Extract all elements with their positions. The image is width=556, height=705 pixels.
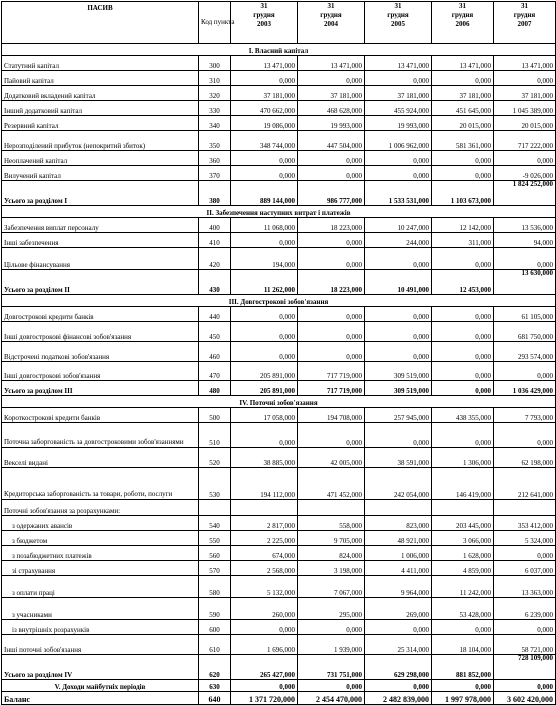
row-code: 450: [199, 322, 231, 342]
value-cell: 0,000: [231, 322, 298, 342]
value-cell: 3 066,000: [432, 531, 494, 546]
row-code: 540: [199, 516, 231, 531]
value-cell: 309 519,000: [365, 362, 432, 381]
value-cell: 681 750,000: [494, 322, 556, 342]
value-cell: 265 427,000: [231, 655, 298, 680]
value-cell: 0,000: [432, 307, 494, 322]
row-code: 520: [199, 448, 231, 468]
row-label: Додатковий вкладений капітал: [2, 86, 199, 101]
value-cell: 1 306,000: [432, 448, 494, 468]
header-code: Код пункта: [199, 2, 231, 44]
row-label: Пайовий капітал: [2, 71, 199, 86]
row-code: 360: [199, 151, 231, 166]
row-label: з одержаних авансів: [2, 516, 199, 531]
value-cell: 6 037,000: [494, 561, 556, 576]
row-label: Векселі видані: [2, 448, 199, 468]
value-cell: 581 361,000: [432, 131, 494, 151]
table-row: [2, 151, 556, 166]
value-cell: 824,000: [298, 546, 365, 561]
value-cell: 295,000: [298, 598, 365, 620]
value-cell: 1 533 531,000: [365, 181, 432, 206]
value-cell: 13 471,000: [432, 56, 494, 71]
header-year-2006: 31 грудня 2006: [432, 2, 494, 44]
header-row: [2, 2, 556, 44]
value-cell: 9 964,000: [365, 576, 432, 598]
value-cell: 4 859,000: [432, 561, 494, 576]
row-code: 400: [199, 218, 231, 233]
value-cell: 13 536,000: [494, 218, 556, 233]
table-row: [2, 131, 556, 151]
value-cell: 10 247,000: [365, 218, 432, 233]
value-cell: 12 453,000: [432, 270, 494, 295]
row-label: з бюджетом: [2, 531, 199, 546]
row-code: 570: [199, 561, 231, 576]
value-cell: 2 568,000: [231, 561, 298, 576]
value-cell: 38 885,000: [231, 448, 298, 468]
value-cell: 6 239,000: [494, 598, 556, 620]
row-code: 340: [199, 116, 231, 131]
value-cell: 0,000: [365, 342, 432, 362]
table-row: [2, 166, 556, 181]
value-cell: 37 181,000: [298, 86, 365, 101]
value-cell: 0,000: [432, 381, 494, 396]
row-code: 580: [199, 576, 231, 598]
row-code: 600: [199, 620, 231, 635]
table-row: [2, 531, 556, 546]
row-code: 440: [199, 307, 231, 322]
value-cell: 2 817,000: [231, 516, 298, 531]
value-cell: 37 181,000: [432, 86, 494, 101]
header-year-2003: 31 грудня 2003: [231, 2, 298, 44]
header-pasyv: ПАСИВ: [2, 2, 199, 44]
value-cell: 717 719,000: [298, 381, 365, 396]
value-cell: 0,000: [365, 322, 432, 342]
value-cell: 146 419,000: [432, 468, 494, 500]
value-cell: 674,000: [231, 546, 298, 561]
row-code: 350: [199, 131, 231, 151]
value-cell: 0,000: [494, 546, 556, 561]
table-row: [2, 56, 556, 71]
row-label: Резервний капітал: [2, 116, 199, 131]
row-label: Вилучений капітал: [2, 166, 199, 181]
table-row: [2, 71, 556, 86]
row-code: 370: [199, 166, 231, 181]
value-cell: 94,000: [494, 233, 556, 248]
value-cell: 0,000: [298, 248, 365, 270]
value-cell: 0,000: [432, 680, 494, 692]
value-cell: 0,000: [432, 151, 494, 166]
table-row: [2, 516, 556, 531]
value-cell: 37 181,000: [231, 86, 298, 101]
section-title: ІІІ. Довгострокові зобов'язання: [2, 295, 556, 307]
value-cell: 0,000: [494, 620, 556, 635]
value-cell: 11 242,000: [432, 576, 494, 598]
row-label: Інші довгострокові зобов'язання: [2, 362, 199, 381]
value-cell: 0,000: [231, 233, 298, 248]
row-code: 640: [199, 692, 231, 705]
section-header-row: [2, 396, 556, 408]
value-cell: 0,000: [494, 362, 556, 381]
value-cell: 9 705,000: [298, 531, 365, 546]
row-label: Забезпечення виплат персоналу: [2, 218, 199, 233]
value-cell: 629 298,000: [365, 655, 432, 680]
value-cell: 0,000: [365, 423, 432, 448]
value-cell: 1 696,000: [231, 635, 298, 655]
table-row: [2, 500, 556, 516]
value-cell: 7 793,000: [494, 408, 556, 423]
row-label: Цільове фінансування: [2, 248, 199, 270]
value-cell: 13 471,000: [494, 56, 556, 71]
value-cell: 42 005,000: [298, 448, 365, 468]
value-cell: 17 058,000: [231, 408, 298, 423]
value-cell: 194 708,000: [298, 408, 365, 423]
value-cell: 1 939,000: [298, 635, 365, 655]
value-cell: 0,000: [231, 166, 298, 181]
value-cell: 18 104,000: [432, 635, 494, 655]
value-cell: 0,000: [365, 307, 432, 322]
table-row: [2, 248, 556, 270]
value-cell: 5 132,000: [231, 576, 298, 598]
table-row: [2, 322, 556, 342]
value-cell: 1 006,000: [365, 546, 432, 561]
value-cell: 3 602 420,000: [494, 692, 556, 705]
value-cell: 0,000: [298, 71, 365, 86]
row-code: 380: [199, 181, 231, 206]
value-cell: 348 744,000: [231, 131, 298, 151]
value-cell: 468 628,000: [298, 101, 365, 116]
row-code: 300: [199, 56, 231, 71]
value-cell: 0,000: [432, 248, 494, 270]
value-cell: 12 142,000: [432, 218, 494, 233]
value-cell: 1 006 962,000: [365, 131, 432, 151]
row-code: [199, 500, 231, 516]
row-code: 480: [199, 381, 231, 396]
value-cell: 13 471,000: [298, 56, 365, 71]
value-cell: 353 412,000: [494, 516, 556, 531]
total-row: [2, 655, 556, 680]
value-cell: 0,000: [432, 322, 494, 342]
value-cell: 242 054,000: [365, 468, 432, 500]
value-cell: 0,000: [231, 680, 298, 692]
value-cell: 0,000: [298, 423, 365, 448]
value-cell: 0,000: [231, 151, 298, 166]
table-row: [2, 218, 556, 233]
value-cell: 0,000: [494, 423, 556, 448]
total-row: [2, 692, 556, 705]
value-cell: 293 574,000: [494, 342, 556, 362]
value-cell: 18 223,000: [298, 218, 365, 233]
table-row: [2, 448, 556, 468]
row-code: 510: [199, 423, 231, 448]
value-cell: 1 628,000: [432, 546, 494, 561]
table-row: [2, 362, 556, 381]
value-cell: 20 015,000: [432, 116, 494, 131]
value-cell: 58 721,000: [494, 635, 556, 655]
section-header-row: [2, 44, 556, 56]
value-cell: 257 945,000: [365, 408, 432, 423]
row-code: 550: [199, 531, 231, 546]
value-cell: 1 824 252,000: [494, 181, 556, 206]
value-cell: 0,000: [494, 71, 556, 86]
table-row: [2, 86, 556, 101]
value-cell: 0,000: [231, 307, 298, 322]
table-row: [2, 635, 556, 655]
value-cell: 194,000: [231, 248, 298, 270]
row-label: Нерозподілений прибуток (непокритий збиток): [2, 131, 199, 151]
value-cell: 20 015,000: [494, 116, 556, 131]
value-cell: 13 363,000: [494, 576, 556, 598]
value-cell: 0,000: [432, 166, 494, 181]
value-cell: 0,000: [432, 620, 494, 635]
value-cell: 18 223,000: [298, 270, 365, 295]
value-cell: 0,000: [298, 322, 365, 342]
value-cell: 455 924,000: [365, 101, 432, 116]
value-cell: 1 103 673,000: [432, 181, 494, 206]
value-cell: [494, 500, 556, 516]
value-cell: 194 112,000: [231, 468, 298, 500]
value-cell: 0,000: [432, 71, 494, 86]
table-row: [2, 620, 556, 635]
row-label: Поточні зобов'язання за розрахунками:: [2, 500, 199, 516]
value-cell: 5 324,000: [494, 531, 556, 546]
value-cell: 0,000: [432, 423, 494, 448]
value-cell: 19 993,000: [298, 116, 365, 131]
table-row: [2, 101, 556, 116]
total-row: [2, 181, 556, 206]
value-cell: 558,000: [298, 516, 365, 531]
value-cell: 0,000: [365, 680, 432, 692]
row-label: Кредиторська заборгованість за товари, роботи, послуги: [2, 468, 199, 500]
row-code: 530: [199, 468, 231, 500]
table-row: [2, 307, 556, 322]
total-row: [2, 270, 556, 295]
value-cell: 205 891,000: [231, 381, 298, 396]
value-cell: 1 371 720,000: [231, 692, 298, 705]
value-cell: 0,000: [298, 151, 365, 166]
value-cell: 13 471,000: [231, 56, 298, 71]
value-cell: 0,000: [494, 680, 556, 692]
row-label: з позабюджетних платежів: [2, 546, 199, 561]
row-label: Поточна заборгованість за довгостроковими зобов'язаннями: [2, 423, 199, 448]
section-header-row: [2, 206, 556, 218]
value-cell: 0,000: [365, 151, 432, 166]
table-row: [2, 598, 556, 620]
value-cell: 0,000: [494, 151, 556, 166]
value-cell: 881 852,000: [432, 655, 494, 680]
value-cell: 11 068,000: [231, 218, 298, 233]
row-label: Інші поточні зобов'язання: [2, 635, 199, 655]
row-code: 320: [199, 86, 231, 101]
row-label: Усього за розділом IV: [2, 655, 199, 680]
header-year-2007: 31 грудня 2007: [494, 2, 556, 44]
value-cell: 2 482 839,000: [365, 692, 432, 705]
value-cell: 0,000: [298, 233, 365, 248]
value-cell: 19 993,000: [365, 116, 432, 131]
table-row: [2, 423, 556, 448]
value-cell: -9 026,000: [494, 166, 556, 181]
table-row: [2, 561, 556, 576]
value-cell: 0,000: [365, 166, 432, 181]
value-cell: 0,000: [231, 423, 298, 448]
row-label: Інший додатковий капітал: [2, 101, 199, 116]
value-cell: 11 262,000: [231, 270, 298, 295]
value-cell: 438 355,000: [432, 408, 494, 423]
total-row: [2, 680, 556, 692]
value-cell: 10 491,000: [365, 270, 432, 295]
value-cell: 0,000: [231, 71, 298, 86]
row-label: Баланс: [2, 692, 199, 705]
value-cell: 470 662,000: [231, 101, 298, 116]
row-code: 630: [199, 680, 231, 692]
row-code: 460: [199, 342, 231, 362]
value-cell: 0,000: [298, 342, 365, 362]
value-cell: 1 997 978,000: [432, 692, 494, 705]
value-cell: 212 641,000: [494, 468, 556, 500]
row-label: зі страхування: [2, 561, 199, 576]
row-code: 310: [199, 71, 231, 86]
value-cell: 728 109,000: [494, 655, 556, 680]
value-cell: 260,000: [231, 598, 298, 620]
section-title: І. Власний капітал: [2, 44, 556, 56]
table-row: [2, 468, 556, 500]
row-label: з оплати праці: [2, 576, 199, 598]
value-cell: 0,000: [298, 166, 365, 181]
value-cell: 0,000: [298, 680, 365, 692]
value-cell: 2 225,000: [231, 531, 298, 546]
value-cell: [365, 500, 432, 516]
row-label: Усього за розділом І: [2, 181, 199, 206]
value-cell: [432, 500, 494, 516]
value-cell: 61 105,000: [494, 307, 556, 322]
row-label: Неоплачений капітал: [2, 151, 199, 166]
value-cell: 0,000: [298, 620, 365, 635]
row-code: 560: [199, 546, 231, 561]
section-title: ІІ. Забезпечення наступних витрат і платежів: [2, 206, 556, 218]
section-header-row: [2, 295, 556, 307]
row-label: Інші довгострокові фінансові зобов'язання: [2, 322, 199, 342]
row-code: 430: [199, 270, 231, 295]
value-cell: 62 198,000: [494, 448, 556, 468]
value-cell: 0,000: [365, 620, 432, 635]
header-year-2005: 31 грудня 2005: [365, 2, 432, 44]
value-cell: 2 454 470,000: [298, 692, 365, 705]
value-cell: 309 519,000: [365, 381, 432, 396]
value-cell: 203 445,000: [432, 516, 494, 531]
value-cell: 13 630,000: [494, 270, 556, 295]
value-cell: 451 645,000: [432, 101, 494, 116]
row-code: 620: [199, 655, 231, 680]
row-label: з учасниками: [2, 598, 199, 620]
value-cell: 37 181,000: [365, 86, 432, 101]
value-cell: 269,000: [365, 598, 432, 620]
table-row: [2, 233, 556, 248]
value-cell: 0,000: [365, 71, 432, 86]
value-cell: 1 045 389,000: [494, 101, 556, 116]
value-cell: 447 504,000: [298, 131, 365, 151]
value-cell: 0,000: [432, 362, 494, 381]
value-cell: 717 222,000: [494, 131, 556, 151]
row-label: Короткострокові кредити банків: [2, 408, 199, 423]
value-cell: 38 591,000: [365, 448, 432, 468]
value-cell: 48 921,000: [365, 531, 432, 546]
value-cell: 7 067,000: [298, 576, 365, 598]
value-cell: 0,000: [231, 620, 298, 635]
value-cell: [298, 500, 365, 516]
value-cell: 0,000: [298, 307, 365, 322]
row-label: Усього за розділом ІІ: [2, 270, 199, 295]
row-label: Усього за розділом ІІІ: [2, 381, 199, 396]
value-cell: 0,000: [494, 248, 556, 270]
value-cell: 19 086,000: [231, 116, 298, 131]
row-code: 330: [199, 101, 231, 116]
value-cell: 986 777,000: [298, 181, 365, 206]
row-label: Статутний капітал: [2, 56, 199, 71]
row-code: 590: [199, 598, 231, 620]
value-cell: 889 144,000: [231, 181, 298, 206]
value-cell: 311,000: [432, 233, 494, 248]
balance-sheet-table: [1, 1, 556, 705]
row-code: 610: [199, 635, 231, 655]
value-cell: 37 181,000: [494, 86, 556, 101]
value-cell: 0,000: [231, 342, 298, 362]
row-code: 500: [199, 408, 231, 423]
value-cell: 13 471,000: [365, 56, 432, 71]
value-cell: 471 452,000: [298, 468, 365, 500]
value-cell: 205 891,000: [231, 362, 298, 381]
value-cell: 1 036 429,000: [494, 381, 556, 396]
value-cell: 731 751,000: [298, 655, 365, 680]
value-cell: 717 719,000: [298, 362, 365, 381]
value-cell: 244,000: [365, 233, 432, 248]
value-cell: 25 314,000: [365, 635, 432, 655]
value-cell: 823,000: [365, 516, 432, 531]
row-label: Довгострокові кредити банків: [2, 307, 199, 322]
section-title: IV. Поточні зобов'язання: [2, 396, 556, 408]
value-cell: 0,000: [432, 342, 494, 362]
table-row: [2, 546, 556, 561]
row-label: V. Доходи майбутніх періодів: [2, 680, 199, 692]
row-label: Інші забезпечення: [2, 233, 199, 248]
row-code: 410: [199, 233, 231, 248]
value-cell: 0,000: [365, 248, 432, 270]
table-row: [2, 342, 556, 362]
table-row: [2, 116, 556, 131]
row-code: 420: [199, 248, 231, 270]
value-cell: 3 198,000: [298, 561, 365, 576]
header-year-2004: 31 грудня 2004: [298, 2, 365, 44]
total-row: [2, 381, 556, 396]
row-label: із внутрішніх розрахунків: [2, 620, 199, 635]
value-cell: 4 411,000: [365, 561, 432, 576]
value-cell: 53 428,000: [432, 598, 494, 620]
table-row: [2, 408, 556, 423]
row-label: Відстрочені податкові зобов'язання: [2, 342, 199, 362]
row-code: 470: [199, 362, 231, 381]
value-cell: [231, 500, 298, 516]
table-row: [2, 576, 556, 598]
